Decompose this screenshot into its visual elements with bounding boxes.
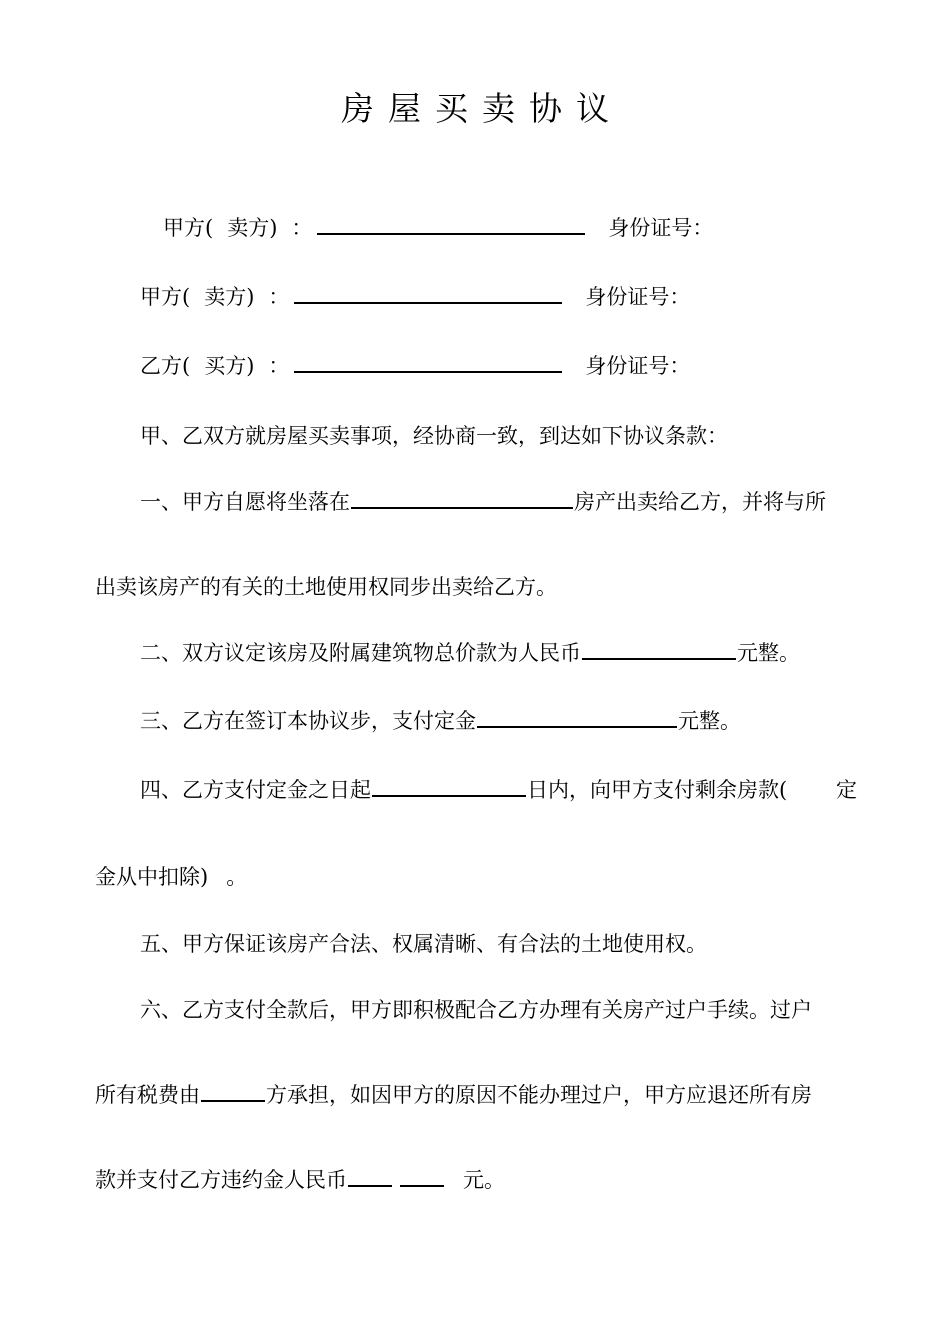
clause-text: 日内，向甲方支付剩余房款( [527,778,788,802]
total-price-blank[interactable] [582,638,736,660]
party-colon: ： [268,285,290,309]
clause-text: 元整。 [678,709,741,733]
clause-4-main [140,775,787,805]
clause-text: 一、甲方自愿将坐落在 [140,490,350,514]
id-label: 身份证号： [585,285,691,309]
intro-paragraph: 甲、乙双方就房屋买卖事项，经协商一致，到达如下协议条款： [140,424,728,448]
clause-text: 金从中扣除) [95,865,209,889]
clause-text: 。 [226,865,248,889]
party-label: 甲方( [140,285,191,309]
party-line-seller-2 [140,282,690,312]
clause-1-line-2: 出卖该房产的有关的土地使用权同步出卖给乙方。 [95,575,557,599]
document-title: 房屋买卖协议 [341,89,623,128]
buyer-name-blank[interactable] [294,351,562,373]
payment-days-blank[interactable] [372,775,526,797]
party-label: 乙方( [140,354,191,378]
clause-2 [140,638,800,668]
clause-text: 三、乙方在签订本协议步，支付定金 [140,709,476,733]
party-colon: ： [291,216,313,240]
clause-text: 定 [836,778,857,802]
party-role: 卖方) [204,285,255,309]
party-line-buyer [140,351,690,381]
seller-1-name-blank[interactable] [317,213,585,235]
clause-6-line-2 [95,1080,812,1110]
penalty-amount-blank-part-2[interactable] [400,1165,444,1187]
party-role: 买方) [204,354,255,378]
clause-3 [140,706,741,736]
deposit-blank[interactable] [477,706,677,728]
clause-text: 所有税费由 [95,1083,200,1107]
clause-4-line-1 [140,775,857,805]
party-role: 卖方) [227,216,278,240]
party-line-seller-1 [163,213,713,243]
clause-text: 四、乙方支付定金之日起 [140,778,371,802]
clause-6-line-3 [95,1165,505,1195]
clause-text: 元整。 [737,641,800,665]
id-label: 身份证号： [608,216,714,240]
clause-5: 五、甲方保证该房产合法、权属清晰、有合法的土地使用权。 [140,932,707,956]
clause-6-line-1: 六、乙方支付全款后，甲方即积极配合乙方办理有关房产过户手续。过户 [140,998,812,1022]
clause-4-line-2 [95,862,247,892]
tax-payer-blank[interactable] [201,1080,265,1102]
clause-text: 元。 [463,1168,505,1192]
clause-text: 二、双方议定该房及附属建筑物总价款为人民币 [140,641,581,665]
clause-text: 款并支付乙方违约金人民币 [95,1168,347,1192]
party-label: 甲方( [163,216,214,240]
seller-2-name-blank[interactable] [294,282,562,304]
clause-text: 方承担，如因甲方的原因不能办理过户，甲方应退还所有房 [266,1083,812,1107]
clause-text: 房产出卖给乙方，并将与所 [574,490,826,514]
party-colon: ： [268,354,290,378]
id-label: 身份证号： [585,354,691,378]
property-location-blank[interactable] [351,487,573,509]
clause-1-line-1 [140,487,826,517]
penalty-amount-blank-part-1[interactable] [348,1165,392,1187]
